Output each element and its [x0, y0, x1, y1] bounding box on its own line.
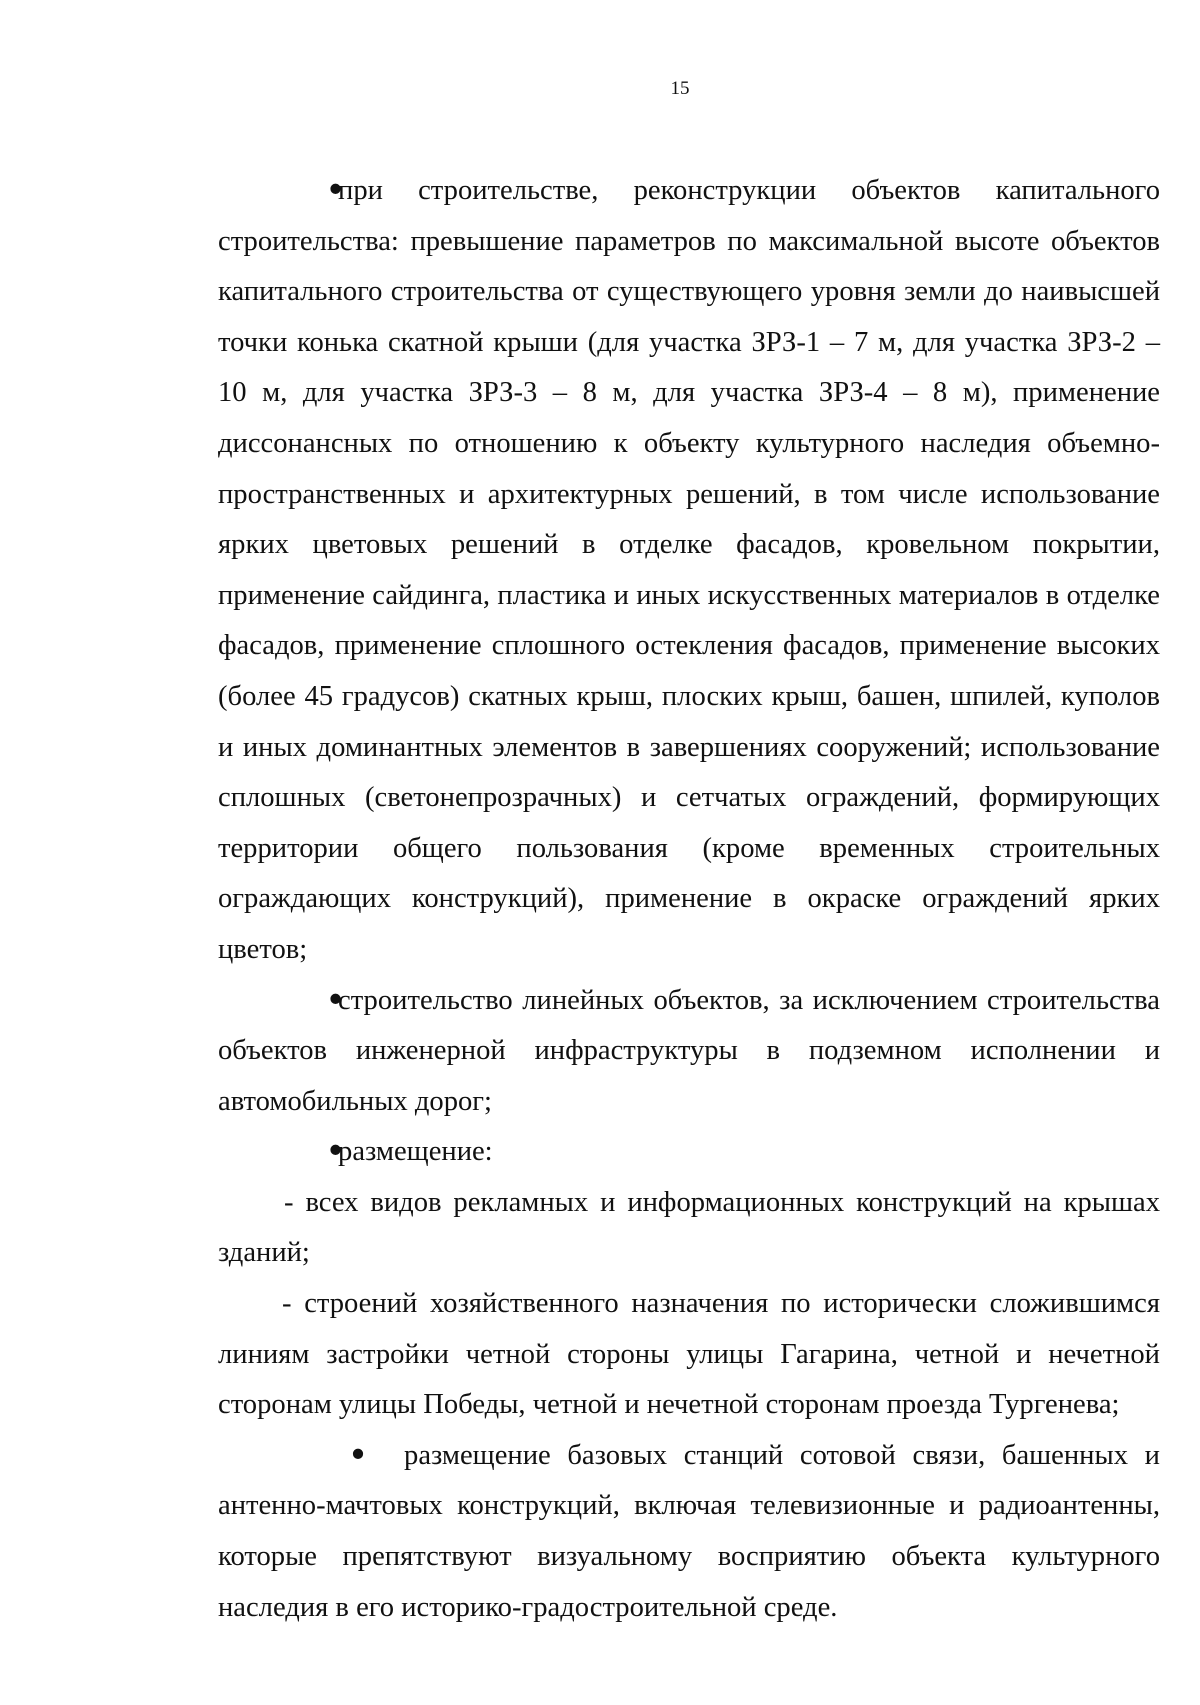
- document-body: [218, 166, 1160, 1633]
- paragraph-linear-objects: • строительство линейных объектов, за исключением строительства объектов инженерной инфраструктуры в подземном исполнении и автомобильных дорог;: [218, 976, 1160, 1128]
- paragraph-base-stations: • размещение базовых станций сотовой связи, башенных и антенно-мачтовых конструкций, включая телевизионные и радиоантенны, которые препятствуют визуальному восприятию объекта культурного наследия в его историко-градостроительной среде.: [218, 1431, 1160, 1633]
- list-item-outbuildings: - строений хозяйственного назначения по исторически сложившимся линиям застройки четной стороны улицы Гагарина, четной и нечетной сторонам улицы Победы, четной и нечетной сторонам проезда Тургенева;: [218, 1288, 1160, 1421]
- page-number: 15: [670, 78, 690, 99]
- list-item-advertising: - всех видов рекламных и информационных конструкций на крышах зданий;: [218, 1186, 1160, 1269]
- paragraph-construction-restrictions: • при строительстве, реконструкции объектов капитального строительства: превышение параметров по максимальной высоте объектов капитального строительства от существующего уровня земли до наивысшей точки конька скатной крыши (для участка ЗРЗ-1 – 7 м, для участка ЗРЗ-2 – 10 м, для участка ЗРЗ-3 – 8 м, для участка ЗРЗ-4 – 8 м), применение диссонансных по отношению к объекту культурного наследия объемно-пространственных и архитектурных решений, в том числе использование ярких цветовых решений в отделке фасадов, кровельном покрытии, применение сайдинга, пластика и иных искусственных материалов в отделке фасадов, применение сплошного остекления фасадов, применение высоких (более 45 градусов) скатных крыш, плоских крыш, башен, шпилей, куполов и иных доминантных элементов в завершениях сооружений; использование сплошных (светонепрозрачных) и сетчатых ограждений, формирующих территории общего пользования (кроме временных строительных ограждающих конструкций), применение в окраске ограждений ярких цветов;: [218, 166, 1160, 976]
- paragraph-placement-heading: • размещение:: [218, 1127, 1160, 1178]
